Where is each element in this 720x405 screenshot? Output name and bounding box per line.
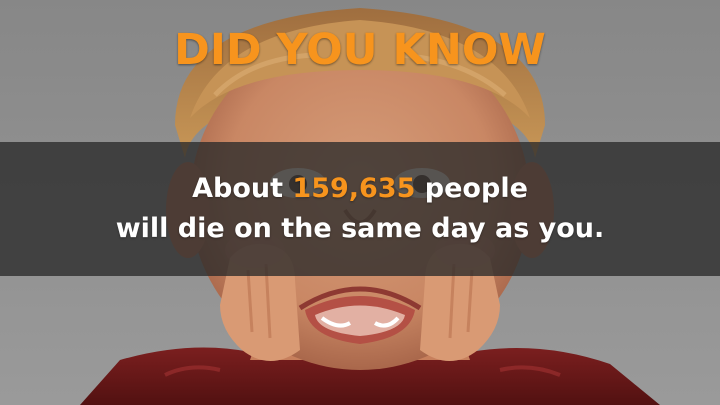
fact-line-1 bbox=[192, 169, 528, 209]
fact-line-2: will die on the same day as you. bbox=[115, 213, 605, 244]
highlight-number: 159,635 bbox=[292, 173, 416, 204]
did-you-know-title: DID YOU KNOW bbox=[174, 25, 546, 75]
fact-suffix: people bbox=[424, 173, 528, 204]
fact-banner bbox=[0, 142, 720, 276]
fact-prefix: About bbox=[192, 173, 283, 204]
